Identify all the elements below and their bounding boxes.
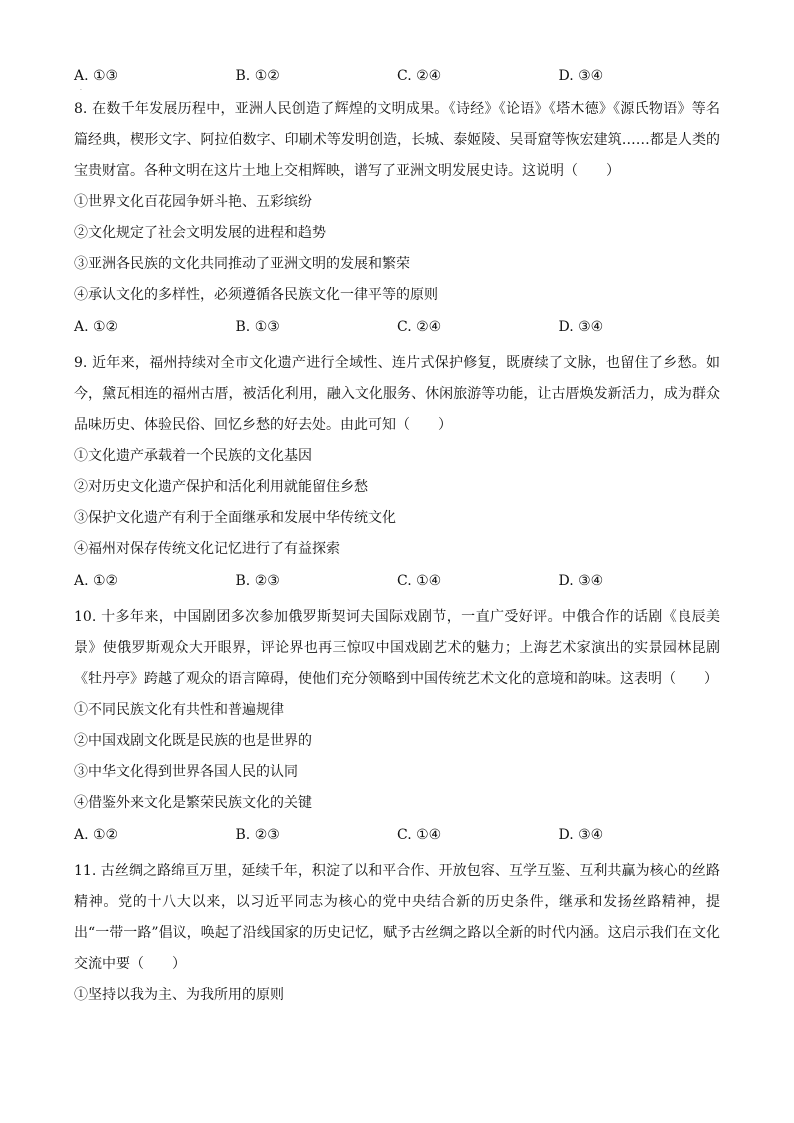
answer-options	[74, 565, 720, 596]
statement-item: ①坚持以我为主、为我所用的原则	[74, 987, 284, 1003]
option-b: B. ②③	[235, 572, 280, 589]
option-d: D. ③④	[558, 572, 604, 589]
question-stem: 10. 十多年来，中国剧团多次参加俄罗斯契诃夫国际戏剧节，一直广受好评。中俄合作的话剧《良辰美景》使俄罗斯观众大开眼界，评论界也再三惊叹中国戏剧艺术的魅力；上海艺术家演出的实景园林昆剧《牡丹亭》跨越了观众的语言障碍，使他们充分领略到中国传统艺术文化的意境和韵味。这表明（ ）	[74, 609, 720, 687]
statement-item: ②文化规定了社会文明发展的进程和趋势	[74, 225, 326, 241]
option-a: A. ①③	[74, 68, 119, 84]
option-b: B. ①②	[235, 68, 280, 84]
option-d: D. ③④	[558, 68, 604, 84]
answer-options	[74, 819, 720, 850]
statement-item: ④福州对保存传统文化记忆进行了有益探索	[74, 541, 340, 557]
question-stem: 8. 在数千年发展历程中，亚洲人民创造了辉煌的文明成果。《诗经》《论语》《塔木德》《源氏物语》等名篇经典，楔形文字、阿拉伯数字、印刷术等发明创造，长城、泰姬陵、吴哥窟等恢宏建筑……都是人类的宝贵财富。各种文明在这片土地上交相辉映，谱写了亚洲文明发展史诗。这说明（ ）	[74, 101, 720, 179]
statement-item: ④借鉴外来文化是繁荣民族文化的关键	[74, 795, 312, 811]
statement-item: ③亚洲各民族的文化共同推动了亚洲文明的发展和繁荣	[74, 256, 410, 272]
statement-item: ②中国戏剧文化既是民族的也是世界的	[74, 733, 312, 749]
statement-item: ①不同民族文化有共性和普遍规律	[74, 702, 284, 718]
question-stem: 9. 近年来，福州持续对全市文化遗产进行全域性、连片式保护修复，既赓续了文脉，也留住了乡愁。如今，黛瓦相连的福州古厝，被活化利用，融入文化服务、休闲旅游等功能，让古厝焕发新活力，成为群众品味历史、体验民俗、回忆乡愁的好去处。由此可知（ ）	[74, 355, 720, 433]
statement-item: ②对历史文化遗产保护和活化利用就能留住乡愁	[74, 479, 368, 495]
option-c: C. ①④	[397, 826, 442, 843]
statement-item: ①文化遗产承载着一个民族的文化基因	[74, 448, 312, 464]
answer-options	[74, 311, 720, 342]
option-b: B. ②③	[235, 826, 280, 843]
statement-item: ①世界文化百花园争妍斗艳、五彩缤纷	[74, 194, 312, 210]
option-a: A. ①②	[74, 826, 119, 843]
option-a: A. ①②	[74, 572, 119, 589]
statement-item: ③中华文化得到世界各国人民的认同	[74, 764, 298, 780]
question-9	[74, 348, 720, 596]
option-a: A. ①②	[74, 318, 119, 335]
option-d: D. ③④	[558, 826, 604, 843]
question-stem: 11. 古丝绸之路绵亘万里，延续千年，积淀了以和平合作、开放包容、互学互鉴、互利共赢为核心的丝路精神。党的十八大以来，以习近平同志为核心的党中央结合新的历史条件，继承和发扬丝路精神，提出“一带一路”倡议，唤起了沿线国家的历史记忆，赋予古丝绸之路以全新的时代内涵。这启示我们在文化交流中要（ ）	[74, 863, 720, 972]
option-d: D. ③④	[558, 318, 604, 335]
question-7-options	[74, 64, 720, 88]
stray-dot: .	[80, 85, 82, 92]
option-c: C. ①④	[397, 572, 442, 589]
option-c: C. ②④	[397, 68, 442, 84]
option-b: B. ①③	[235, 318, 280, 335]
question-11	[74, 856, 720, 1011]
statement-item: ④承认文化的多样性，必须遵循各民族文化一律平等的原则	[74, 287, 438, 303]
option-c: C. ②④	[397, 318, 442, 335]
statement-item: ③保护文化遗产有利于全面继承和发展中华传统文化	[74, 510, 396, 526]
question-10	[74, 602, 720, 850]
question-8	[74, 94, 720, 342]
